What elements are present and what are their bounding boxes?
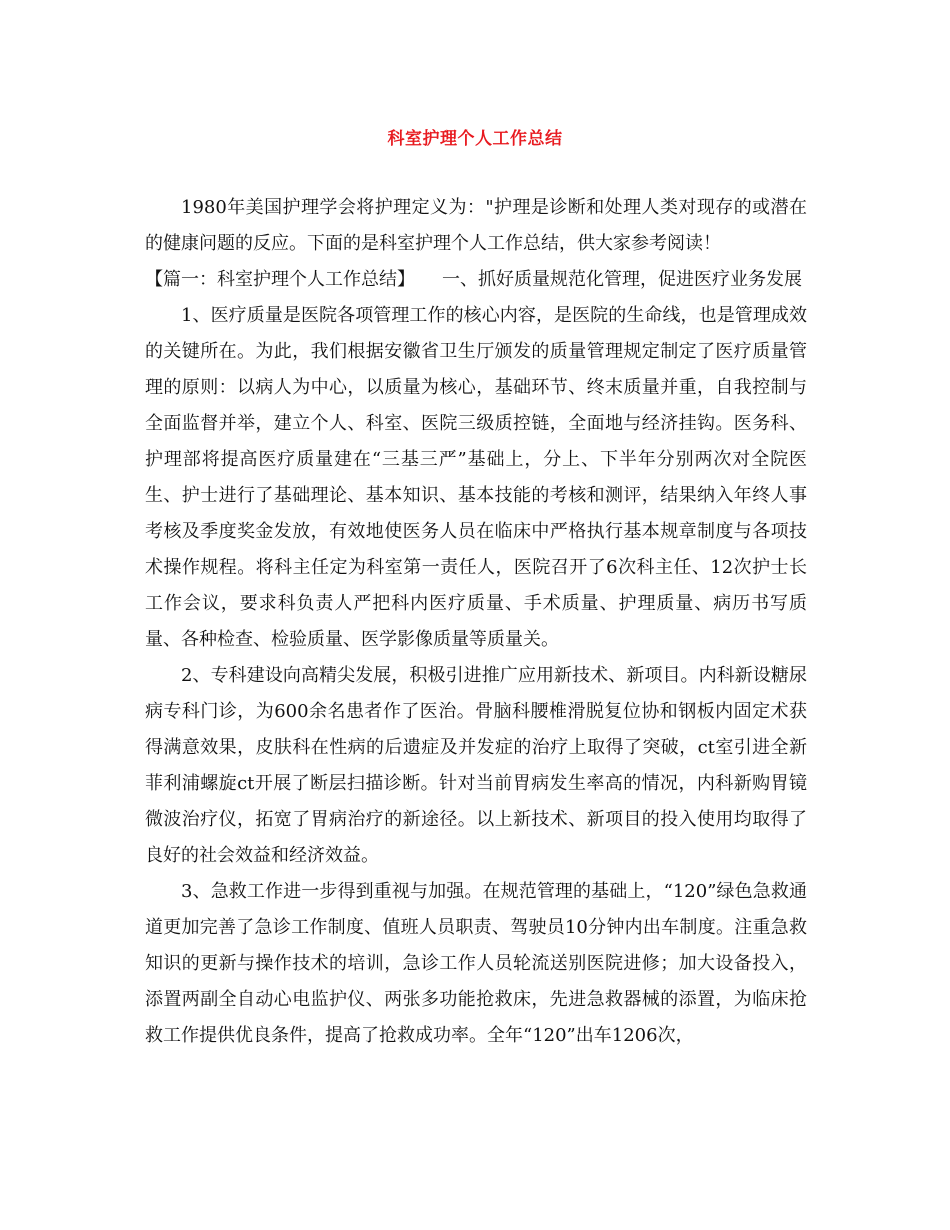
document-title: 科室护理个人工作总结: [387, 129, 563, 149]
paragraph-intro: 1980年美国护理学会将护理定义为："护理是诊断和处理人类对现存的或潜在的健康问题的反应。下面的是科室护理个人工作总结，供大家参考阅读！: [145, 197, 807, 254]
paragraph-emergency-work: 3、急救工作进一步得到重视与加强。在规范管理的基础上，“120”绿色急救通道更加完善了急诊工作制度、值班人员职责、驾驶员10分钟内出车制度。注重急救知识的更新与操作技术的培训，急诊工作人员轮流送别医院进修；加大设备投入，添置两副全自动心电监护仪、两张多功能抢救床，先进急救器械的添置，为临床抢救工作提供优良条件，提高了抢救成功率。全年“120”出车1206次，: [145, 881, 807, 1046]
paragraph-quality-management: 1、医疗质量是医院各项管理工作的核心内容，是医院的生命线，也是管理成效的关键所在。为此，我们根据安徽省卫生厅颁发的质量管理规定制定了医疗质量管理的原则：以病人为中心，以质量为核心，基础环节、终末质量并重，自我控制与全面监督并举，建立个人、科室、医院三级质控链，全面地与经济挂钩。医务科、护理部将提高医疗质量建在“三基三严”基础上，分上、下半年分别两次对全院医生、护士进行了基础理论、基本知识、基本技能的考核和测评，结果纳入年终人事考核及季度奖金发放，有效地使医务人员在临床中严格执行基本规章制度与各项技术操作规程。将科主任定为科室第一责任人，医院召开了6次科主任、12次护士长工作会议，要求科负责人严把科内医疗质量、手术质量、护理质量、病历书写质量、各种检查、检验质量、医学影像质量等质量关。: [145, 305, 807, 650]
document-body: [145, 190, 807, 1054]
paragraph-specialty-development: 2、专科建设向高精尖发展，积极引进推广应用新技术、新项目。内科新设糖尿病专科门诊，为600余名患者作了医治。骨脑科腰椎滑脱复位协和钢板内固定术获得满意效果，皮肤科在性病的后遗症及并发症的治疗上取得了突破，ct室引进全新菲利浦螺旋ct开展了断层扫描诊断。针对当前胃病发生率高的情况，内科新购胃镜微波治疗仪，拓宽了胃病治疗的新途径。以上新技术、新项目的投入使用均取得了良好的社会效益和经济效益。: [145, 665, 807, 866]
paragraph-section-heading: 【篇一：科室护理个人工作总结】 一、抓好质量规范化管理，促进医疗业务发展: [145, 269, 802, 290]
